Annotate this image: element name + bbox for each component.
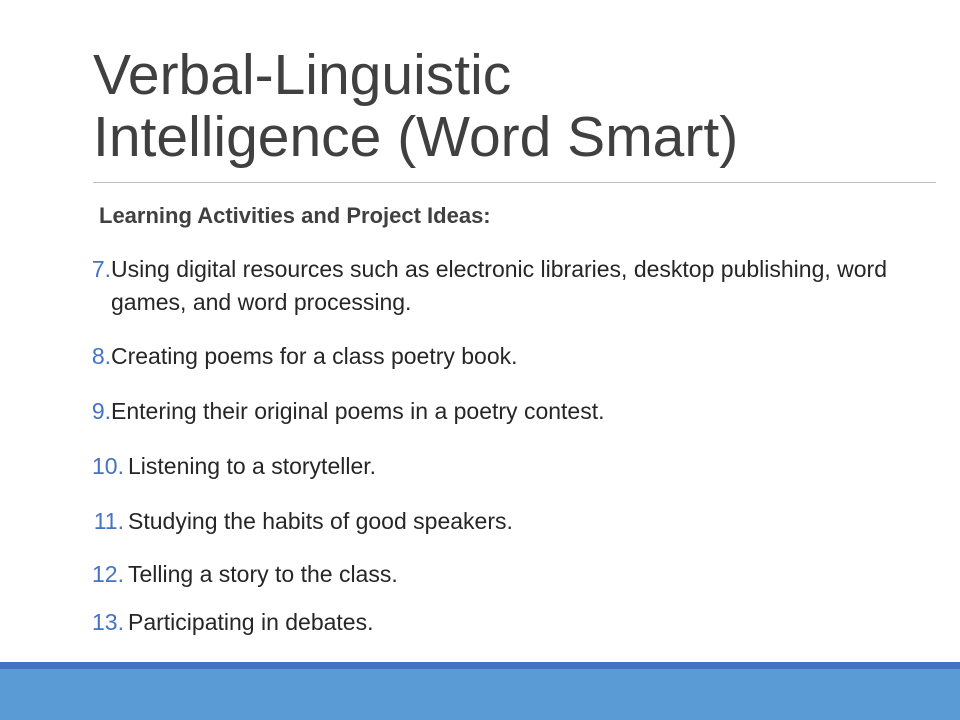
subheading: Learning Activities and Project Ideas: — [99, 203, 491, 228]
item-text: Telling a story to the class. — [128, 561, 398, 587]
item-number: 10. — [92, 453, 124, 479]
item-number: 9. — [91, 398, 111, 424]
item-text: Entering their original poems in a poetry contest. — [111, 398, 605, 424]
title-line-1: Verbal-Linguistic — [93, 43, 512, 107]
item-text: Studying the habits of good speakers. — [128, 508, 513, 534]
title-line-2: Intelligence (Word Smart) — [93, 105, 739, 169]
item-number: 11. — [93, 508, 124, 534]
title-divider — [93, 182, 936, 183]
item-number: 8. — [91, 343, 111, 369]
item-number: 13. — [92, 609, 124, 635]
item-number: 7. — [91, 256, 111, 282]
slide-title — [93, 44, 933, 168]
item-text: Using digital resources such as electronic libraries, desktop publishing, word games, and word processing. — [111, 256, 887, 315]
footer-stripe — [0, 662, 960, 669]
item-number: 12. — [92, 561, 124, 587]
item-text: Listening to a storyteller. — [128, 453, 377, 479]
item-text: Participating in debates. — [128, 609, 374, 635]
item-text: Creating poems for a class poetry book. — [111, 343, 518, 369]
footer-band — [0, 669, 960, 720]
